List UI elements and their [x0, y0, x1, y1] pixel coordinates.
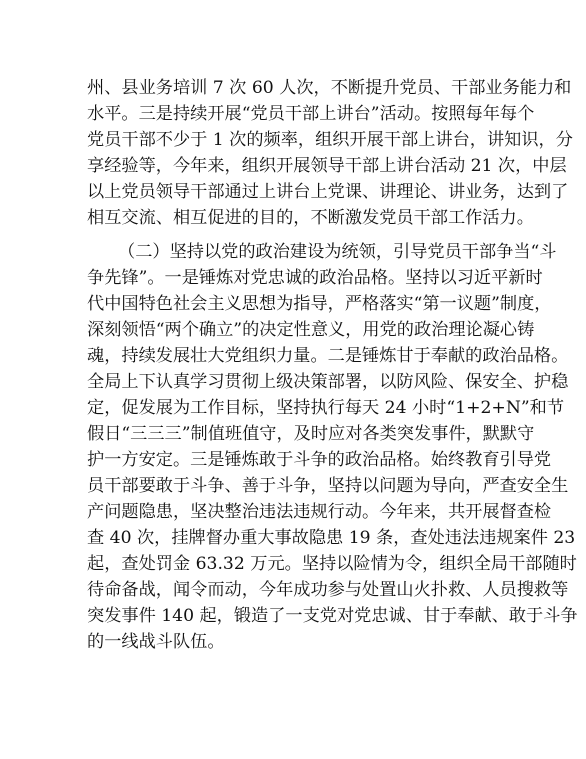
- text-line: 代中国特色社会主义思想为指导，严格落实“第一议题”制度，: [87, 294, 552, 314]
- text-line: 魂，持续发展壮大党组织力量。二是锤炼甘于奉献的政治品格。: [87, 346, 569, 366]
- text-line: （二）坚持以党的政治建设为统领，引导党员干部争当“斗: [118, 242, 557, 262]
- text-line: 突发事件 140 起，锻造了一支党对党忠诚、甘于奉献、敢于斗争: [87, 606, 578, 626]
- text-line: 党员干部不少于 1 次的频率，组织开展干部上讲台，讲知识，分: [87, 130, 573, 150]
- text-line: 护一方安定。三是锤炼敢于斗争的政治品格。始终教育引导党: [87, 450, 552, 470]
- text-line: 假日“三三三”制值班值守，及时应对各类突发事件，默默守: [87, 424, 535, 444]
- text-line: 定，促发展为工作目标，坚持执行每天 24 小时“1+2+N”和节: [87, 398, 565, 418]
- text-line: 以上党员领导干部通过上讲台上党课、讲理论、讲业务，达到了: [87, 182, 569, 202]
- text-line: 起，查处罚金 63.32 万元。坚持以险情为令，组织全局干部随时: [87, 554, 577, 574]
- text-line: 享经验等，今年来，组织开展领导干部上讲台活动 21 次，中层: [87, 156, 567, 176]
- text-line: 相互交流、相互促进的目的，不断激发党员干部工作活力。: [87, 208, 534, 228]
- text-line: 深刻领悟“两个确立”的决定性意义，用党的政治理论凝心铸: [87, 320, 535, 340]
- text-line: 产问题隐患，坚决整治违法违规行动。今年来，共开展督查检: [87, 502, 552, 522]
- text-line: 水平。三是持续开展“党员干部上讲台”活动。按照每年每个: [87, 104, 535, 124]
- text-line: 州、县业务培训 7 次 60 人次，不断提升党员、干部业务能力和: [87, 78, 572, 98]
- text-line: 全局上下认真学习贯彻上级决策部署，以防风险、保安全、护稳: [87, 372, 569, 392]
- text-line: 待命备战，闻令而动，今年成功参与处置山火扑救、人员搜救等: [87, 580, 569, 600]
- text-line: 争先锋”。一是锤炼对党忠诚的政治品格。坚持以习近平新时: [87, 268, 543, 288]
- text-line: 的一线战斗队伍。: [87, 632, 225, 652]
- text-line: 员干部要敢于斗争、善于斗争，坚持以问题为导向，严查安全生: [87, 476, 569, 496]
- text-line: 查 40 次，挂牌督办重大事故隐患 19 条，查处违法违规案件 23: [87, 528, 576, 548]
